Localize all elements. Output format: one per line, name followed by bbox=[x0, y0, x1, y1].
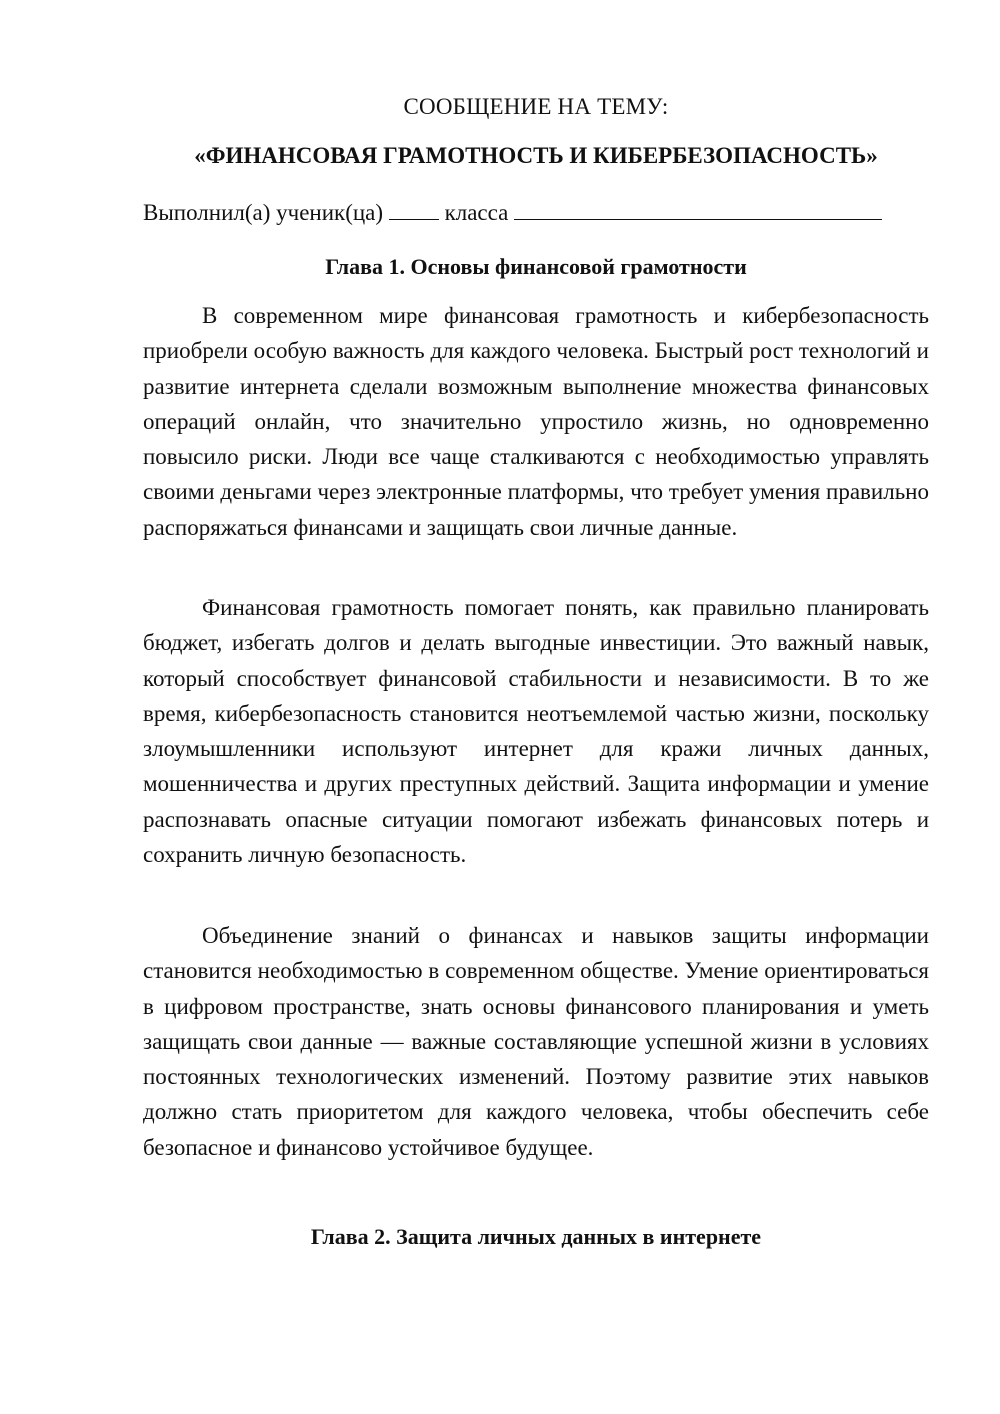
author-line bbox=[143, 197, 929, 226]
document-title: «ФИНАНСОВАЯ ГРАМОТНОСТЬ И КИБЕРБЕЗОПАСНОСТЬ» bbox=[194, 143, 878, 168]
chapter-1-title: Глава 1. Основы финансовой грамотности bbox=[325, 254, 747, 279]
chapter-1-paragraph-3: Объединение знаний о финансах и навыков защиты информации становится необходимостью в современном обществе. Умение ориентироваться в цифровом пространстве, знать основы финансового планирования и уметь защищать свои данные — важные составляющие успешной жизни в условиях постоянных технологических изменений. Поэтому развитие этих навыков должно стать приоритетом для каждого человека, чтобы обеспечить себе безопасное и финансово устойчивое будущее. bbox=[143, 923, 929, 1160]
name-blank bbox=[514, 197, 882, 220]
class-label: класса bbox=[444, 200, 509, 225]
chapter-2-title: Глава 2. Защита личных данных в интернете bbox=[310, 1224, 762, 1249]
grade-blank bbox=[389, 197, 439, 220]
performed-by-label: Выполнил(а) ученик(ца) bbox=[143, 200, 384, 225]
document-heading-topic: СООБЩЕНИЕ НА ТЕМУ: bbox=[403, 94, 669, 119]
chapter-1-paragraph-1: В современном мире финансовая грамотность и кибербезопасность приобрели особую важность для каждого человека. Быстрый рост технологий и развитие интернета сделали возможным выполнение множества финансовых операций онлайн, что значительно упростило жизнь, но одновременно повысило риски. Люди все чаще сталкиваются с необходимостью управлять своими деньгами через электронные платформы, что требует умения правильно распоряжаться финансами и защищать свои личные данные. bbox=[143, 303, 929, 540]
chapter-1-paragraph-2: Финансовая грамотность помогает понять, как правильно планировать бюджет, избегать долгов и делать выгодные инвестиции. Это важный навык, который способствует финансовой стабильности и независимости. В то же время, кибербезопасность становится неотъемлемой частью жизни, поскольку злоумышленники используют интернет для кражи личных данных, мошенничества и других преступных действий. Защита информации и умение распознавать опасные ситуации помогают избежать финансовых потерь и сохранить личную безопасность. bbox=[143, 595, 929, 868]
